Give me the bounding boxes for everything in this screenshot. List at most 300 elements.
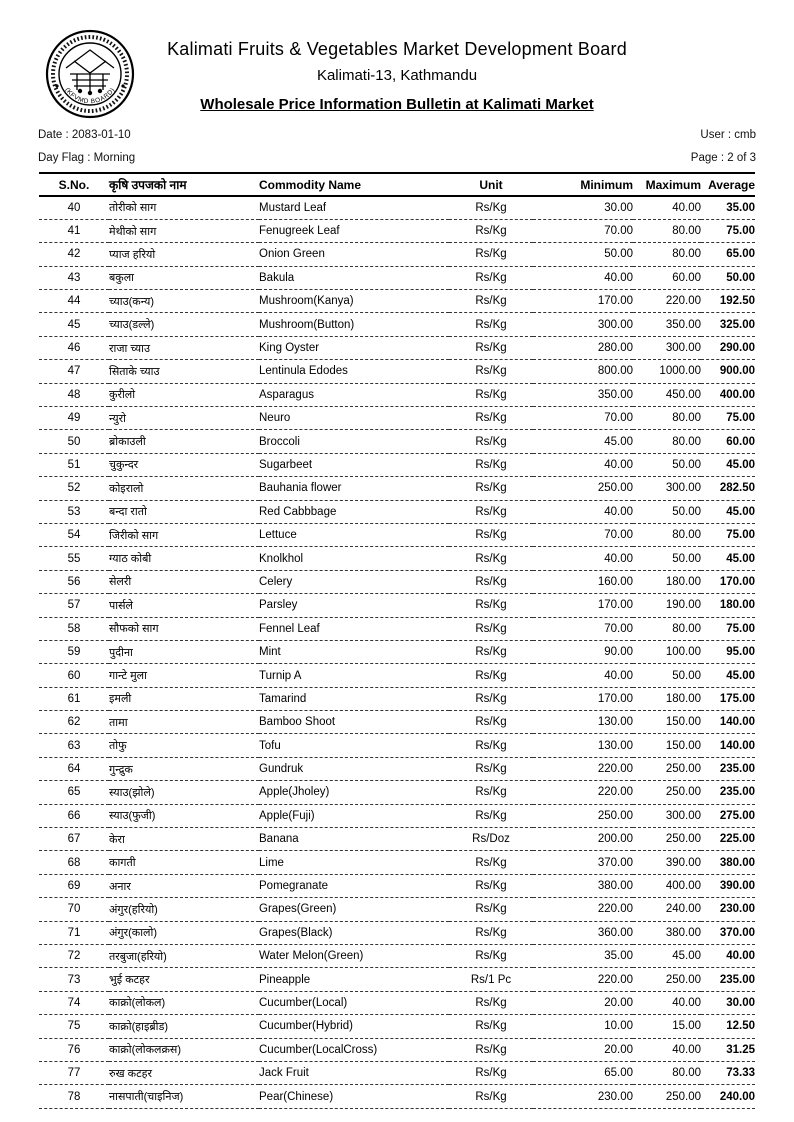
- nepali-name-cell: तोफु: [109, 734, 259, 757]
- table-row: [39, 453, 755, 476]
- sno-cell: 60: [39, 664, 109, 687]
- minimum-cell: 300.00: [533, 313, 633, 336]
- sno-cell: 47: [39, 360, 109, 383]
- commodity-name-cell: Jack Fruit: [259, 1061, 449, 1084]
- commodity-name-cell: Apple(Fuji): [259, 804, 449, 827]
- sno-cell: 63: [39, 734, 109, 757]
- table-row: [39, 874, 755, 897]
- commodity-name-cell: Bauhania flower: [259, 477, 449, 500]
- maximum-cell: 45.00: [633, 945, 701, 968]
- sno-cell: 77: [39, 1061, 109, 1084]
- unit-cell: Rs/Kg: [449, 1038, 533, 1061]
- maximum-cell: 50.00: [633, 500, 701, 523]
- sno-cell: 74: [39, 991, 109, 1014]
- average-cell: 140.00: [701, 711, 755, 734]
- commodity-name-cell: Gundruk: [259, 757, 449, 780]
- header-row: [39, 173, 755, 196]
- nepali-name-cell: केरा: [109, 828, 259, 851]
- minimum-cell: 65.00: [533, 1061, 633, 1084]
- commodity-name-cell: Lentinula Edodes: [259, 360, 449, 383]
- nepali-name-cell: गुन्द्रुक: [109, 757, 259, 780]
- unit-cell: Rs/Kg: [449, 570, 533, 593]
- commodity-name-cell: Water Melon(Green): [259, 945, 449, 968]
- commodity-name-cell: Bamboo Shoot: [259, 711, 449, 734]
- unit-cell: Rs/Kg: [449, 617, 533, 640]
- nepali-name-cell: चुकुन्दर: [109, 453, 259, 476]
- average-cell: 400.00: [701, 383, 755, 406]
- unit-cell: Rs/Kg: [449, 711, 533, 734]
- sno-cell: 58: [39, 617, 109, 640]
- commodity-name-cell: Bakula: [259, 266, 449, 289]
- maximum-cell: 80.00: [633, 243, 701, 266]
- maximum-cell: 50.00: [633, 664, 701, 687]
- average-cell: 230.00: [701, 898, 755, 921]
- average-cell: 75.00: [701, 407, 755, 430]
- sno-cell: 42: [39, 243, 109, 266]
- average-cell: 180.00: [701, 594, 755, 617]
- commodity-name-cell: Broccoli: [259, 430, 449, 453]
- nepali-name-cell: न्युरो: [109, 407, 259, 430]
- minimum-cell: 40.00: [533, 500, 633, 523]
- table-row: [39, 477, 755, 500]
- minimum-cell: 70.00: [533, 523, 633, 546]
- nepali-name-cell: तामा: [109, 711, 259, 734]
- unit-cell: Rs/Kg: [449, 430, 533, 453]
- commodity-name-cell: King Oyster: [259, 336, 449, 359]
- minimum-cell: 130.00: [533, 734, 633, 757]
- minimum-cell: 30.00: [533, 196, 633, 219]
- minimum-cell: 90.00: [533, 640, 633, 663]
- average-cell: 175.00: [701, 687, 755, 710]
- average-cell: 75.00: [701, 523, 755, 546]
- table-row: [39, 968, 755, 991]
- table-row: [39, 640, 755, 663]
- average-cell: 275.00: [701, 804, 755, 827]
- average-cell: 75.00: [701, 617, 755, 640]
- commodity-name-cell: Mint: [259, 640, 449, 663]
- sno-cell: 68: [39, 851, 109, 874]
- average-cell: 235.00: [701, 757, 755, 780]
- table-row: [39, 687, 755, 710]
- unit-cell: Rs/Kg: [449, 734, 533, 757]
- minimum-cell: 800.00: [533, 360, 633, 383]
- table-row: [39, 1061, 755, 1084]
- unit-cell: Rs/Kg: [449, 453, 533, 476]
- maximum-cell: 80.00: [633, 219, 701, 242]
- column-header-average: Average: [701, 173, 755, 196]
- commodity-name-cell: Apple(Jholey): [259, 781, 449, 804]
- commodity-name-cell: Lettuce: [259, 523, 449, 546]
- commodity-name-cell: Cucumber(Local): [259, 991, 449, 1014]
- nepali-name-cell: सेलरी: [109, 570, 259, 593]
- minimum-cell: 10.00: [533, 1015, 633, 1038]
- seal-bottom-text: (KFVMD BOARD): [63, 86, 117, 106]
- unit-cell: Rs/Kg: [449, 1015, 533, 1038]
- sno-cell: 65: [39, 781, 109, 804]
- maximum-cell: 380.00: [633, 921, 701, 944]
- unit-cell: Rs/Kg: [449, 687, 533, 710]
- table-row: [39, 360, 755, 383]
- maximum-cell: 150.00: [633, 711, 701, 734]
- table-row: [39, 851, 755, 874]
- table-row: [39, 336, 755, 359]
- sno-cell: 66: [39, 804, 109, 827]
- unit-cell: Rs/Kg: [449, 290, 533, 313]
- nepali-name-cell: अनार: [109, 874, 259, 897]
- sno-cell: 71: [39, 921, 109, 944]
- average-cell: 35.00: [701, 196, 755, 219]
- unit-cell: Rs/Kg: [449, 851, 533, 874]
- sno-cell: 50: [39, 430, 109, 453]
- maximum-cell: 250.00: [633, 757, 701, 780]
- average-cell: 370.00: [701, 921, 755, 944]
- nepali-name-cell: राजा च्याउ: [109, 336, 259, 359]
- unit-cell: Rs/Kg: [449, 664, 533, 687]
- average-cell: 225.00: [701, 828, 755, 851]
- sno-cell: 64: [39, 757, 109, 780]
- unit-cell: Rs/Kg: [449, 243, 533, 266]
- sno-cell: 49: [39, 407, 109, 430]
- minimum-cell: 170.00: [533, 687, 633, 710]
- unit-cell: Rs/Kg: [449, 757, 533, 780]
- nepali-name-cell: गान्टे मुला: [109, 664, 259, 687]
- minimum-cell: 160.00: [533, 570, 633, 593]
- minimum-cell: 170.00: [533, 594, 633, 617]
- minimum-cell: 350.00: [533, 383, 633, 406]
- average-cell: 95.00: [701, 640, 755, 663]
- average-cell: 45.00: [701, 664, 755, 687]
- minimum-cell: 370.00: [533, 851, 633, 874]
- sno-cell: 54: [39, 523, 109, 546]
- unit-cell: Rs/Kg: [449, 266, 533, 289]
- maximum-cell: 300.00: [633, 477, 701, 500]
- average-cell: 380.00: [701, 851, 755, 874]
- table-row: [39, 430, 755, 453]
- table-row: [39, 1038, 755, 1061]
- commodity-name-cell: Mushroom(Button): [259, 313, 449, 336]
- sno-cell: 59: [39, 640, 109, 663]
- average-cell: 282.50: [701, 477, 755, 500]
- maximum-cell: 220.00: [633, 290, 701, 313]
- unit-cell: Rs/Kg: [449, 991, 533, 1014]
- user-label: User : cmb: [700, 129, 756, 141]
- minimum-cell: 40.00: [533, 547, 633, 570]
- minimum-cell: 250.00: [533, 804, 633, 827]
- table-row: [39, 547, 755, 570]
- maximum-cell: 80.00: [633, 617, 701, 640]
- table-row: [39, 313, 755, 336]
- average-cell: 170.00: [701, 570, 755, 593]
- table-row: [39, 523, 755, 546]
- average-cell: 140.00: [701, 734, 755, 757]
- sno-cell: 41: [39, 219, 109, 242]
- average-cell: 65.00: [701, 243, 755, 266]
- nepali-name-cell: काक्रो(लोकल): [109, 991, 259, 1014]
- nepali-name-cell: नासपाती(चाइनिज): [109, 1085, 259, 1108]
- unit-cell: Rs/Kg: [449, 523, 533, 546]
- table-row: [39, 898, 755, 921]
- unit-cell: Rs/Kg: [449, 921, 533, 944]
- average-cell: 900.00: [701, 360, 755, 383]
- commodity-name-cell: Celery: [259, 570, 449, 593]
- unit-cell: Rs/Kg: [449, 196, 533, 219]
- table-row: [39, 991, 755, 1014]
- minimum-cell: 280.00: [533, 336, 633, 359]
- sno-cell: 44: [39, 290, 109, 313]
- unit-cell: Rs/Kg: [449, 874, 533, 897]
- unit-cell: Rs/Kg: [449, 594, 533, 617]
- meta-row-2: [0, 151, 794, 165]
- nepali-name-cell: च्याउ(कन्य): [109, 290, 259, 313]
- commodity-name-cell: Onion Green: [259, 243, 449, 266]
- nepali-name-cell: बन्दा रातो: [109, 500, 259, 523]
- minimum-cell: 40.00: [533, 664, 633, 687]
- unit-cell: Rs/Kg: [449, 640, 533, 663]
- sno-cell: 52: [39, 477, 109, 500]
- sno-cell: 56: [39, 570, 109, 593]
- maximum-cell: 40.00: [633, 1038, 701, 1061]
- sno-cell: 51: [39, 453, 109, 476]
- sno-cell: 61: [39, 687, 109, 710]
- sno-cell: 55: [39, 547, 109, 570]
- date-label: Date : 2083-01-10: [38, 129, 131, 141]
- sno-cell: 67: [39, 828, 109, 851]
- minimum-cell: 200.00: [533, 828, 633, 851]
- minimum-cell: 45.00: [533, 430, 633, 453]
- minimum-cell: 170.00: [533, 290, 633, 313]
- maximum-cell: 60.00: [633, 266, 701, 289]
- maximum-cell: 40.00: [633, 991, 701, 1014]
- maximum-cell: 40.00: [633, 196, 701, 219]
- maximum-cell: 190.00: [633, 594, 701, 617]
- nepali-name-cell: तोरीको साग: [109, 196, 259, 219]
- nepali-name-cell: अंगुर(कालो): [109, 921, 259, 944]
- unit-cell: Rs/Kg: [449, 383, 533, 406]
- average-cell: 45.00: [701, 547, 755, 570]
- minimum-cell: 70.00: [533, 617, 633, 640]
- nepali-name-cell: ब्रोकाउली: [109, 430, 259, 453]
- unit-cell: Rs/Kg: [449, 360, 533, 383]
- commodity-name-cell: Sugarbeet: [259, 453, 449, 476]
- commodity-name-cell: Lime: [259, 851, 449, 874]
- minimum-cell: 40.00: [533, 453, 633, 476]
- page-number-label: Page : 2 of 3: [690, 152, 756, 164]
- nepali-name-cell: च्याउ(डल्ले): [109, 313, 259, 336]
- commodity-name-cell: Mushroom(Kanya): [259, 290, 449, 313]
- sno-cell: 72: [39, 945, 109, 968]
- price-table-header: [39, 173, 755, 196]
- average-cell: 45.00: [701, 453, 755, 476]
- unit-cell: Rs/Kg: [449, 1085, 533, 1108]
- unit-cell: Rs/Kg: [449, 1061, 533, 1084]
- nepali-name-cell: पार्सले: [109, 594, 259, 617]
- sno-cell: 48: [39, 383, 109, 406]
- nepali-name-cell: पुदीना: [109, 640, 259, 663]
- unit-cell: Rs/Kg: [449, 898, 533, 921]
- price-table: [39, 172, 755, 1109]
- sno-cell: 46: [39, 336, 109, 359]
- commodity-name-cell: Pineapple: [259, 968, 449, 991]
- minimum-cell: 220.00: [533, 757, 633, 780]
- maximum-cell: 180.00: [633, 687, 701, 710]
- maximum-cell: 300.00: [633, 336, 701, 359]
- kfvmd-board-seal-logo: [44, 28, 136, 120]
- nepali-name-cell: मेथीको साग: [109, 219, 259, 242]
- nepali-name-cell: तरबुजा(हरियो): [109, 945, 259, 968]
- table-row: [39, 781, 755, 804]
- sno-cell: 75: [39, 1015, 109, 1038]
- average-cell: 240.00: [701, 1085, 755, 1108]
- column-header-sno: S.No.: [39, 173, 109, 196]
- commodity-name-cell: Tofu: [259, 734, 449, 757]
- average-cell: 73.33: [701, 1061, 755, 1084]
- commodity-name-cell: Red Cabbbage: [259, 500, 449, 523]
- nepali-name-cell: इमली: [109, 687, 259, 710]
- maximum-cell: 80.00: [633, 430, 701, 453]
- nepali-name-cell: प्याज हरियो: [109, 243, 259, 266]
- maximum-cell: 350.00: [633, 313, 701, 336]
- commodity-name-cell: Banana: [259, 828, 449, 851]
- maximum-cell: 80.00: [633, 407, 701, 430]
- minimum-cell: 20.00: [533, 991, 633, 1014]
- table-row: [39, 196, 755, 219]
- nepali-name-cell: काक्रो(लोकलक्रस): [109, 1038, 259, 1061]
- unit-cell: Rs/Kg: [449, 781, 533, 804]
- unit-cell: Rs/Kg: [449, 804, 533, 827]
- sno-cell: 78: [39, 1085, 109, 1108]
- nepali-name-cell: सिताके च्याउ: [109, 360, 259, 383]
- average-cell: 50.00: [701, 266, 755, 289]
- unit-cell: Rs/Kg: [449, 477, 533, 500]
- unit-cell: Rs/Kg: [449, 547, 533, 570]
- average-cell: 235.00: [701, 968, 755, 991]
- minimum-cell: 70.00: [533, 219, 633, 242]
- maximum-cell: 1000.00: [633, 360, 701, 383]
- nepali-name-cell: स्याउ(फुजी): [109, 804, 259, 827]
- commodity-name-cell: Cucumber(LocalCross): [259, 1038, 449, 1061]
- maximum-cell: 15.00: [633, 1015, 701, 1038]
- maximum-cell: 390.00: [633, 851, 701, 874]
- sno-cell: 62: [39, 711, 109, 734]
- minimum-cell: 360.00: [533, 921, 633, 944]
- table-row: [39, 664, 755, 687]
- table-row: [39, 828, 755, 851]
- commodity-name-cell: Cucumber(Hybrid): [259, 1015, 449, 1038]
- maximum-cell: 250.00: [633, 828, 701, 851]
- sno-cell: 70: [39, 898, 109, 921]
- commodity-name-cell: Fennel Leaf: [259, 617, 449, 640]
- sno-cell: 40: [39, 196, 109, 219]
- table-row: [39, 243, 755, 266]
- average-cell: 40.00: [701, 945, 755, 968]
- nepali-name-cell: सौफको साग: [109, 617, 259, 640]
- sno-cell: 53: [39, 500, 109, 523]
- average-cell: 75.00: [701, 219, 755, 242]
- minimum-cell: 250.00: [533, 477, 633, 500]
- table-row: [39, 407, 755, 430]
- nepali-name-cell: भुई कटहर: [109, 968, 259, 991]
- table-row: [39, 734, 755, 757]
- maximum-cell: 400.00: [633, 874, 701, 897]
- maximum-cell: 180.00: [633, 570, 701, 593]
- table-row: [39, 617, 755, 640]
- nepali-name-cell: कोइरालो: [109, 477, 259, 500]
- commodity-name-cell: Parsley: [259, 594, 449, 617]
- nepali-name-cell: कागती: [109, 851, 259, 874]
- table-row: [39, 383, 755, 406]
- nepali-name-cell: स्याउ(झोले): [109, 781, 259, 804]
- unit-cell: Rs/Kg: [449, 500, 533, 523]
- commodity-name-cell: Turnip A: [259, 664, 449, 687]
- commodity-name-cell: Neuro: [259, 407, 449, 430]
- unit-cell: Rs/Kg: [449, 219, 533, 242]
- sno-cell: 73: [39, 968, 109, 991]
- commodity-name-cell: Tamarind: [259, 687, 449, 710]
- sno-cell: 76: [39, 1038, 109, 1061]
- minimum-cell: 20.00: [533, 1038, 633, 1061]
- table-row: [39, 945, 755, 968]
- nepali-name-cell: ग्याठ कोबी: [109, 547, 259, 570]
- average-cell: 235.00: [701, 781, 755, 804]
- nepali-name-cell: काक्रो(हाइब्रीड): [109, 1015, 259, 1038]
- table-row: [39, 804, 755, 827]
- column-header-commodity-name: Commodity Name: [259, 173, 449, 196]
- commodity-name-cell: Asparagus: [259, 383, 449, 406]
- table-row: [39, 757, 755, 780]
- average-cell: 290.00: [701, 336, 755, 359]
- maximum-cell: 50.00: [633, 547, 701, 570]
- commodity-name-cell: Pear(Chinese): [259, 1085, 449, 1108]
- org-name: Kalimati Fruits & Vegetables Market Development Board: [167, 39, 627, 59]
- nepali-name-cell: अंगुर(हरियो): [109, 898, 259, 921]
- price-table-body: [39, 196, 755, 1108]
- commodity-name-cell: Pomegranate: [259, 874, 449, 897]
- commodity-name-cell: Grapes(Green): [259, 898, 449, 921]
- commodity-name-cell: Mustard Leaf: [259, 196, 449, 219]
- average-cell: 31.25: [701, 1038, 755, 1061]
- bulletin-title: Wholesale Price Information Bulletin at Kalimati Market: [200, 96, 594, 113]
- minimum-cell: 380.00: [533, 874, 633, 897]
- table-row: [39, 921, 755, 944]
- minimum-cell: 40.00: [533, 266, 633, 289]
- table-row: [39, 711, 755, 734]
- maximum-cell: 50.00: [633, 453, 701, 476]
- maximum-cell: 300.00: [633, 804, 701, 827]
- average-cell: 60.00: [701, 430, 755, 453]
- average-cell: 45.00: [701, 500, 755, 523]
- commodity-name-cell: Fenugreek Leaf: [259, 219, 449, 242]
- sno-cell: 57: [39, 594, 109, 617]
- table-row: [39, 500, 755, 523]
- unit-cell: Rs/Kg: [449, 313, 533, 336]
- unit-cell: Rs/Kg: [449, 336, 533, 359]
- table-row: [39, 570, 755, 593]
- column-header-unit: Unit: [449, 173, 533, 196]
- nepali-name-cell: कुरीलो: [109, 383, 259, 406]
- unit-cell: Rs/Doz: [449, 828, 533, 851]
- table-row: [39, 1015, 755, 1038]
- minimum-cell: 230.00: [533, 1085, 633, 1108]
- sno-cell: 43: [39, 266, 109, 289]
- org-address: Kalimati-13, Kathmandu: [316, 67, 478, 84]
- maximum-cell: 80.00: [633, 1061, 701, 1084]
- average-cell: 12.50: [701, 1015, 755, 1038]
- table-row: [39, 290, 755, 313]
- maximum-cell: 240.00: [633, 898, 701, 921]
- minimum-cell: 220.00: [533, 781, 633, 804]
- column-header-minimum: Minimum: [533, 173, 633, 196]
- seal-icon: [44, 28, 136, 120]
